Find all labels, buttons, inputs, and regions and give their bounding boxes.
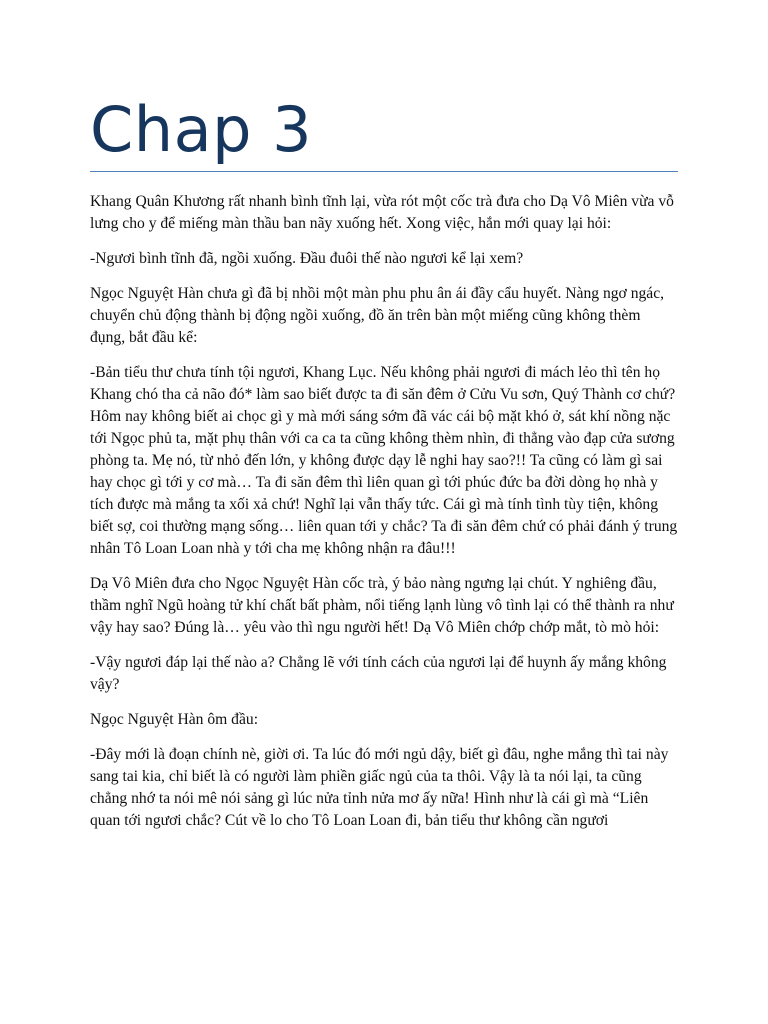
chapter-title: Chap 3 <box>90 93 313 166</box>
chapter-body <box>90 191 678 845</box>
paragraph-6: -Vậy ngươi đáp lại thế nào a? Chẳng lẽ với tính cách của ngươi lại để huynh ấy mắng không vậy? <box>90 654 667 693</box>
paragraph-5: Dạ Vô Miên đưa cho Ngọc Nguyệt Hàn cốc trà, ý bảo nàng ngưng lại chút. Y nghiêng đầu, thầm nghĩ Ngũ hoàng tử khí chất bất phàm, nổi tiếng lạnh lùng vô tình lại có thể thành ra như vậy hay sao? Đúng là… yêu vào thì ngu người hết! Dạ Vô Miên chớp chớp mắt, tò mò hỏi: <box>90 575 674 636</box>
paragraph-4: -Bản tiểu thư chưa tính tội ngươi, Khang Lục. Nếu không phải ngươi đi mách lẻo thì tên họ Khang chó tha cả não đó* làm sao biết được ta đi săn đêm ở Cửu Vu sơn, Quý Thành cơ chứ? Hôm nay không biết ai chọc gì y mà mới sáng sớm đã vác cái bộ mặt khó ở, sát khí nồng nặc tới Ngọc phủ ta, mặt phụ thân với ca ca ta cũng không thèm nhìn, đi thẳng vào đạp cửa sương phòng ta. Mẹ nó, từ nhỏ đến lớn, y không được dạy lễ nghi hay sao?!! Ta cũng có làm gì sai hay chọc gì tới y cơ mà… Ta đi săn đêm thì liên quan gì tới phúc đức ba đời dòng họ nhà y tích được mà mắng ta xối xả chứ! Nghĩ lại vẫn thấy tức. Cái gì mà tính tình tùy tiện, không biết sợ, coi thường mạng sống… liên quan tới y chắc? Ta đi săn đêm chứ có phải đánh ý trung nhân Tô Loan Loan nhà y tới cha mẹ không nhận ra đâu!!! <box>90 364 678 557</box>
paragraph-3: Ngọc Nguyệt Hàn chưa gì đã bị nhồi một màn phu phu ân ái đầy cẩu huyết. Nàng ngơ ngác, chuyển chủ động thành bị động ngồi xuống, đồ ăn trên bàn một miếng cũng không thèm đụng, bắt đầu kể: <box>90 285 665 346</box>
paragraph-7: Ngọc Nguyệt Hàn ôm đầu: <box>90 711 259 728</box>
paragraph-1: Khang Quân Khương rất nhanh bình tĩnh lại, vừa rót một cốc trà đưa cho Dạ Vô Miên vừa vỗ lưng cho y để miếng màn thầu ban nãy xuống hết. Xong việc, hắn mới quay lại hỏi: <box>90 193 674 232</box>
paragraph-8: -Đây mới là đoạn chính nè, giời ơi. Ta lúc đó mới ngủ dậy, biết gì đâu, nghe mắng thì tai này sang tai kia, chỉ biết là có người làm phiền giấc ngủ của ta thôi. Vậy là ta nói lại, ta cũng chẳng nhớ ta nói mê nói sảng gì lúc nửa tỉnh nửa mơ ấy nữa! Hình như là cái gì mà “Liên quan tới ngươi chắc? Cút về lo cho Tô Loan Loan đi, bản tiểu thư không cần ngươi <box>90 746 669 829</box>
paragraph-2: -Ngươi bình tĩnh đã, ngồi xuống. Đầu đuôi thế nào ngươi kể lại xem? <box>90 250 524 267</box>
title-underline <box>90 171 678 172</box>
